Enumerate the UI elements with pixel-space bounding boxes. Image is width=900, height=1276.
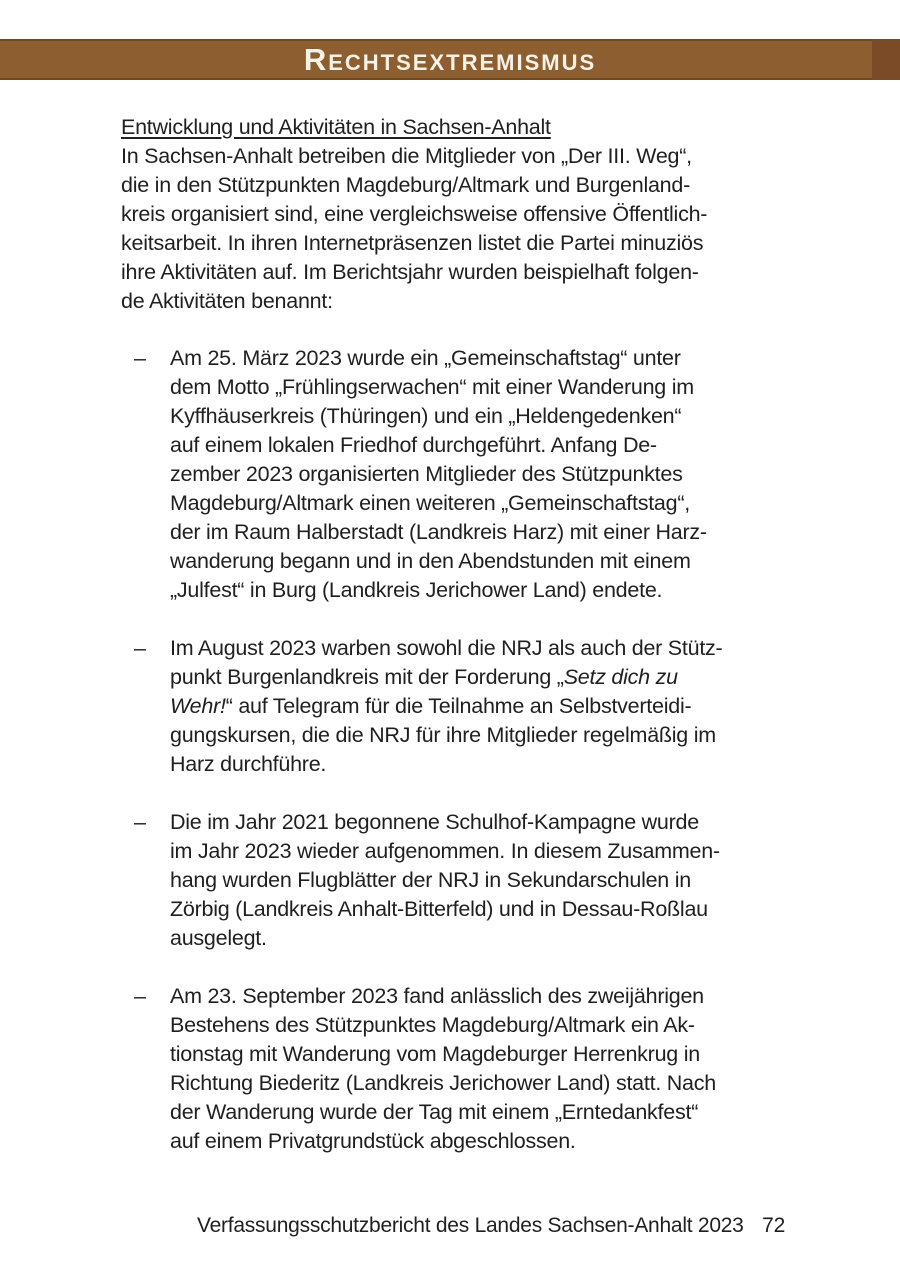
list-item (121, 344, 821, 605)
footer-title: Verfassungsschutzbericht des Landes Sachsen-Anhalt 2023 (197, 1214, 744, 1237)
intro-paragraph: In Sachsen-Anhalt betreiben die Mitglieder von „Der III. Weg“, die in den Stützpunkten Magdeburg/Altmark und Burgenland- kreis organisiert sind, eine vergleichsweise offensive Öffentlich- keitsarbeit. In ihren Internetpräsenzen listet die Partei minuziös ihre Aktivitäten auf. Im Berichtsjahr wurden beispielhaft folgen- de Aktivitäten benannt: (121, 144, 708, 313)
section-header-bar (0, 39, 900, 80)
list-item-text: Im August 2023 warben sowohl die NRJ als auch der Stütz- punkt Burgenlandkreis mit der Forderung „Setz dich zu Wehr!“ auf Telegram für die Teilnahme an Selbstverteidi- gungskursen, die die NRJ für ihre Mitglieder regelmäßig im Harz durchführe. (170, 636, 723, 776)
dash-marker: – (134, 984, 146, 1008)
dash-marker: – (134, 636, 146, 660)
list-item-text: Am 23. September 2023 fand anlässlich des zweijährigen Bestehens des Stützpunktes Magdeburg/Altmark ein Ak- tionstag mit Wanderung vom Magdeburger Herrenkrug in Richtung Biederitz (Landkreis Jerichower Land) statt. Nach der Wanderung wurde der Tag mit einem „Erntedankfest“ auf einem Privatgrundstück abgeschlossen. (170, 984, 716, 1153)
section-title (304, 44, 596, 75)
list-item (121, 808, 821, 953)
page-content (121, 113, 821, 1185)
list-item-text: Am 25. März 2023 wurde ein „Gemeinschaftstag“ unter dem Motto „Frühlingserwachen“ mit einer Wanderung im Kyffhäuserkreis (Thüringen) und ein „Heldengedenken“ auf einem lokalen Friedhof durchgeführt. Anfang De- zember 2023 organisierten Mitglieder des Stützpunktes Magdeburg/Altmark einen weiteren „Gemeinschaftstag“, der im Raum Halberstadt (Landkreis Harz) mit einer Harz- wanderung begann und in den Abendstunden mit einem „Julfest“ in Burg (Landkreis Jerichower Land) endete. (170, 346, 707, 602)
list-item (121, 634, 821, 779)
activity-list (121, 344, 821, 1156)
page-number: 72 (762, 1214, 785, 1237)
page-footer (197, 1211, 785, 1240)
list-item (121, 982, 821, 1156)
subsection-heading: Entwicklung und Aktivitäten in Sachsen-Anhalt (121, 115, 551, 139)
header-accent-block (872, 39, 900, 80)
dash-marker: – (134, 810, 146, 834)
section-title-initial: R (303, 42, 329, 77)
list-item-text: Die im Jahr 2021 begonnene Schulhof-Kampagne wurde im Jahr 2023 wieder aufgenommen. In diesem Zusammen- hang wurden Flugblätter der NRJ in Sekundarschulen in Zörbig (Landkreis Anhalt-Bitterfeld) und in Dessau-Roßlau ausgelegt. (170, 810, 720, 950)
section-title-rest: ECHTSEXTREMISMUS (328, 50, 597, 75)
dash-marker: – (134, 346, 146, 370)
